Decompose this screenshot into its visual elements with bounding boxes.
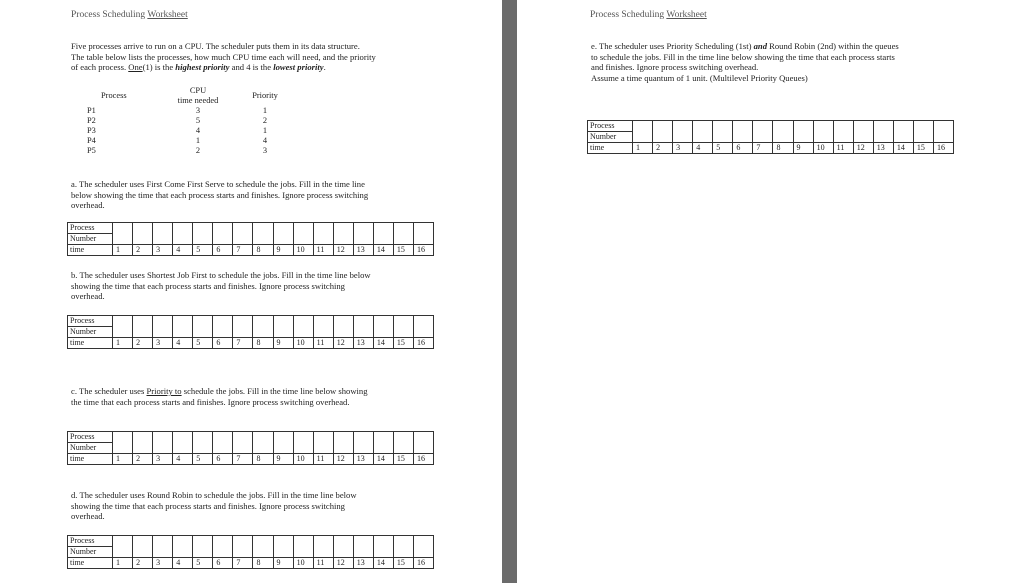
header-text: Process Scheduling xyxy=(71,10,148,20)
lowest-priority-text: lowest priority xyxy=(273,62,324,72)
timeline-slot[interactable] xyxy=(713,121,733,143)
time-cell: 16 xyxy=(933,143,953,154)
priority-cell: 3 xyxy=(262,146,268,155)
time-cell: 1 xyxy=(633,143,653,154)
time-cell: 14 xyxy=(373,454,393,465)
timeline-slot[interactable] xyxy=(233,316,253,338)
intro-paragraph xyxy=(71,41,491,73)
time-cell: 14 xyxy=(373,338,393,349)
timeline-slot[interactable] xyxy=(273,432,293,454)
time-cell: 4 xyxy=(173,338,193,349)
time-cell: 10 xyxy=(293,454,313,465)
time-cell: 13 xyxy=(353,338,373,349)
timeline-slot[interactable] xyxy=(413,432,433,454)
timeline-b[interactable] xyxy=(67,315,434,349)
time-cell: 2 xyxy=(133,338,153,349)
timeline-slot[interactable] xyxy=(373,432,393,454)
timeline-slot[interactable] xyxy=(913,121,933,143)
time-label: time xyxy=(68,245,113,256)
timeline-slot[interactable] xyxy=(353,432,373,454)
timeline-slot[interactable] xyxy=(173,432,193,454)
question-a: a. The scheduler uses First Come First Serve to schedule the jobs. Fill in the time line below showing the time that each process starts and finishes. Ignore process switching overhead. xyxy=(71,179,369,210)
timeline-slot[interactable] xyxy=(253,316,273,338)
timeline-slot[interactable] xyxy=(213,432,233,454)
timeline-slot[interactable] xyxy=(393,432,413,454)
time-cell: 8 xyxy=(773,143,793,154)
timeline-slot[interactable] xyxy=(793,121,813,143)
time-cell: 11 xyxy=(833,143,853,154)
timeline-slot[interactable] xyxy=(253,536,273,558)
timeline-slot[interactable] xyxy=(153,223,173,245)
time-cell: 6 xyxy=(213,558,233,569)
timeline-process-row xyxy=(68,536,434,547)
time-cell: 9 xyxy=(273,338,293,349)
time-cell: 6 xyxy=(733,143,753,154)
time-cell: 3 xyxy=(153,454,173,465)
col-priority: Priority xyxy=(252,91,278,100)
question-c: c. The scheduler uses Priority to schedule the jobs. Fill in the time line below showing the time that each process starts and finishes. Ignore process switching overhead. xyxy=(71,386,368,407)
highest-priority-text: highest priority xyxy=(175,62,230,72)
timeline-slot[interactable] xyxy=(233,536,253,558)
timeline-slot[interactable] xyxy=(293,316,313,338)
timeline-process-row xyxy=(68,316,434,327)
time-label: time xyxy=(588,143,633,154)
priority-cell: 4 xyxy=(262,136,268,145)
time-cell: 8 xyxy=(253,338,273,349)
col-cpu: CPU time needed xyxy=(177,86,219,105)
time-cell: 12 xyxy=(853,143,873,154)
timeline-slot[interactable] xyxy=(773,121,793,143)
time-cell: 9 xyxy=(273,245,293,256)
time-cell: 11 xyxy=(313,245,333,256)
time-label: time xyxy=(68,558,113,569)
process-label: Process xyxy=(588,121,633,132)
timeline-slot[interactable] xyxy=(273,316,293,338)
and-text: and xyxy=(753,41,767,51)
timeline-process-row xyxy=(588,121,954,132)
question-d: d. The scheduler uses Round Robin to schedule the jobs. Fill in the time line below showing the time that each process starts and finishes. Ignore process switching overhead. xyxy=(71,490,357,521)
timeline-time-row xyxy=(68,245,434,256)
timeline-slot[interactable] xyxy=(213,536,233,558)
time-cell: 6 xyxy=(213,245,233,256)
time-cell: 15 xyxy=(913,143,933,154)
timeline-slot[interactable] xyxy=(413,223,433,245)
timeline-slot[interactable] xyxy=(333,316,353,338)
time-cell: 16 xyxy=(413,558,433,569)
timeline-slot[interactable] xyxy=(653,121,673,143)
timeline-slot[interactable] xyxy=(113,316,133,338)
time-cell: 15 xyxy=(393,454,413,465)
intro-line: Five processes arrive to run on a CPU. The scheduler puts them in its data structure. xyxy=(71,41,360,51)
time-cell: 10 xyxy=(293,338,313,349)
time-cell: 11 xyxy=(313,558,333,569)
timeline-slot[interactable] xyxy=(133,432,153,454)
time-cell: 10 xyxy=(813,143,833,154)
timeline-slot[interactable] xyxy=(333,223,353,245)
time-label: time xyxy=(68,338,113,349)
time-cell: 7 xyxy=(233,558,253,569)
time-cell: 12 xyxy=(333,558,353,569)
number-label: Number xyxy=(68,443,113,454)
col-process: Process xyxy=(101,91,127,100)
cpu-cell: 2 xyxy=(195,146,201,155)
process-cell: P5 xyxy=(87,146,96,155)
timeline-slot[interactable] xyxy=(693,121,713,143)
time-cell: 3 xyxy=(153,245,173,256)
timeline-slot[interactable] xyxy=(873,121,893,143)
timeline-slot[interactable] xyxy=(353,536,373,558)
time-cell: 16 xyxy=(413,454,433,465)
process-label: Process xyxy=(68,223,113,234)
time-cell: 4 xyxy=(173,558,193,569)
cpu-cell: 5 xyxy=(195,116,201,125)
time-cell: 12 xyxy=(333,454,353,465)
time-cell: 3 xyxy=(673,143,693,154)
timeline-slot[interactable] xyxy=(213,223,233,245)
time-cell: 11 xyxy=(313,454,333,465)
time-cell: 2 xyxy=(653,143,673,154)
number-label: Number xyxy=(68,234,113,245)
timeline-slot[interactable] xyxy=(393,316,413,338)
page-header xyxy=(71,10,188,20)
timeline-slot[interactable] xyxy=(133,223,153,245)
timeline-slot[interactable] xyxy=(413,316,433,338)
time-cell: 8 xyxy=(253,454,273,465)
timeline-slot[interactable] xyxy=(153,316,173,338)
time-cell: 10 xyxy=(293,558,313,569)
number-label: Number xyxy=(68,547,113,558)
time-cell: 1 xyxy=(113,558,133,569)
timeline-time-row xyxy=(588,143,954,154)
table-row xyxy=(87,106,291,116)
timeline-slot[interactable] xyxy=(193,536,213,558)
timeline-slot[interactable] xyxy=(113,223,133,245)
time-cell: 12 xyxy=(333,338,353,349)
timeline-slot[interactable] xyxy=(333,536,353,558)
page-header xyxy=(590,10,707,20)
time-cell: 2 xyxy=(133,245,153,256)
process-table xyxy=(87,86,291,156)
intro-line: The table below lists the processes, how much CPU time each will need, and the priority xyxy=(71,51,376,62)
time-cell: 1 xyxy=(113,454,133,465)
process-cell: P3 xyxy=(87,126,96,135)
timeline-e[interactable] xyxy=(587,120,954,154)
table-row xyxy=(87,126,291,136)
timeline-slot[interactable] xyxy=(213,316,233,338)
timeline-slot[interactable] xyxy=(413,536,433,558)
time-label: time xyxy=(68,454,113,465)
time-cell: 4 xyxy=(693,143,713,154)
time-cell: 16 xyxy=(413,245,433,256)
time-cell: 10 xyxy=(293,245,313,256)
time-cell: 16 xyxy=(413,338,433,349)
timeline-slot[interactable] xyxy=(233,432,253,454)
timeline-slot[interactable] xyxy=(133,316,153,338)
timeline-slot[interactable] xyxy=(313,536,333,558)
timeline-slot[interactable] xyxy=(313,432,333,454)
time-cell: 2 xyxy=(133,558,153,569)
time-cell: 13 xyxy=(873,143,893,154)
time-cell: 5 xyxy=(193,338,213,349)
timeline-slot[interactable] xyxy=(173,536,193,558)
time-cell: 15 xyxy=(393,338,413,349)
table-row xyxy=(87,136,291,146)
time-cell: 4 xyxy=(173,454,193,465)
timeline-c[interactable] xyxy=(67,431,434,465)
priority-cell: 1 xyxy=(262,106,268,115)
process-cell: P2 xyxy=(87,116,96,125)
worksheet-page-left xyxy=(0,0,502,583)
timeline-slot[interactable] xyxy=(393,536,413,558)
timeline-slot[interactable] xyxy=(133,536,153,558)
time-cell: 5 xyxy=(193,454,213,465)
cpu-cell: 1 xyxy=(195,136,201,145)
process-label: Process xyxy=(68,316,113,327)
timeline-a[interactable] xyxy=(67,222,434,256)
table-row xyxy=(87,146,291,156)
header-link[interactable]: Worksheet xyxy=(666,10,707,20)
time-cell: 7 xyxy=(233,338,253,349)
timeline-slot[interactable] xyxy=(313,316,333,338)
timeline-slot[interactable] xyxy=(633,121,653,143)
process-cell: P4 xyxy=(87,136,96,145)
cpu-cell: 3 xyxy=(195,106,201,115)
timeline-slot[interactable] xyxy=(233,223,253,245)
timeline-slot[interactable] xyxy=(673,121,693,143)
timeline-time-row xyxy=(68,454,434,465)
time-cell: 6 xyxy=(213,454,233,465)
timeline-slot[interactable] xyxy=(893,121,913,143)
time-cell: 5 xyxy=(713,143,733,154)
worksheet-page-right xyxy=(517,0,1024,583)
table-row xyxy=(87,116,291,126)
timeline-process-row xyxy=(68,432,434,443)
question-e: e. The scheduler uses Priority Scheduling (1st) and Round Robin (2nd) within the queues to schedule the jobs. Fill in the time line below showing the time that each process starts and finishes. Ignore process switching overhead. Assume a time quantum of 1 unit. (Multilevel Priority Queues) xyxy=(591,41,899,83)
timeline-slot[interactable] xyxy=(373,536,393,558)
header-text: Process Scheduling xyxy=(590,10,667,20)
time-cell: 15 xyxy=(393,245,413,256)
timeline-slot[interactable] xyxy=(353,223,373,245)
time-cell: 13 xyxy=(353,454,373,465)
header-link[interactable]: Worksheet xyxy=(147,10,188,20)
time-cell: 14 xyxy=(893,143,913,154)
time-cell: 14 xyxy=(373,558,393,569)
time-cell: 4 xyxy=(173,245,193,256)
time-cell: 3 xyxy=(153,558,173,569)
process-label: Process xyxy=(68,536,113,547)
time-cell: 5 xyxy=(193,558,213,569)
time-cell: 1 xyxy=(113,338,133,349)
timeline-process-row xyxy=(68,223,434,234)
timeline-slot[interactable] xyxy=(273,536,293,558)
timeline-slot[interactable] xyxy=(853,121,873,143)
timeline-slot[interactable] xyxy=(113,432,133,454)
time-cell: 5 xyxy=(193,245,213,256)
priority-link[interactable]: Priority to xyxy=(146,386,182,396)
time-cell: 12 xyxy=(333,245,353,256)
time-cell: 8 xyxy=(253,245,273,256)
timeline-slot[interactable] xyxy=(193,223,213,245)
timeline-slot[interactable] xyxy=(833,121,853,143)
process-cell: P1 xyxy=(87,106,96,115)
timeline-slot[interactable] xyxy=(373,223,393,245)
timeline-time-row xyxy=(68,338,434,349)
timeline-slot[interactable] xyxy=(253,432,273,454)
time-cell: 9 xyxy=(273,454,293,465)
time-cell: 14 xyxy=(373,245,393,256)
time-cell: 13 xyxy=(353,558,373,569)
number-label: Number xyxy=(68,327,113,338)
timeline-time-row xyxy=(68,558,434,569)
timeline-slot[interactable] xyxy=(173,223,193,245)
timeline-slot[interactable] xyxy=(153,432,173,454)
timeline-slot[interactable] xyxy=(933,121,953,143)
timeline-slot[interactable] xyxy=(813,121,833,143)
time-cell: 9 xyxy=(273,558,293,569)
timeline-slot[interactable] xyxy=(353,316,373,338)
timeline-slot[interactable] xyxy=(193,316,213,338)
timeline-slot[interactable] xyxy=(333,432,353,454)
timeline-slot[interactable] xyxy=(153,536,173,558)
timeline-slot[interactable] xyxy=(293,432,313,454)
timeline-slot[interactable] xyxy=(733,121,753,143)
time-cell: 9 xyxy=(793,143,813,154)
timeline-d[interactable] xyxy=(67,535,434,569)
time-cell: 11 xyxy=(313,338,333,349)
time-cell: 7 xyxy=(233,454,253,465)
one-link[interactable]: One xyxy=(128,62,143,72)
cpu-cell: 4 xyxy=(195,126,201,135)
time-cell: 2 xyxy=(133,454,153,465)
timeline-slot[interactable] xyxy=(173,316,193,338)
timeline-slot[interactable] xyxy=(313,223,333,245)
timeline-slot[interactable] xyxy=(193,432,213,454)
time-cell: 7 xyxy=(233,245,253,256)
timeline-slot[interactable] xyxy=(253,223,273,245)
time-cell: 3 xyxy=(153,338,173,349)
time-cell: 1 xyxy=(113,245,133,256)
priority-cell: 2 xyxy=(262,116,268,125)
question-b: b. The scheduler uses Shortest Job First to schedule the jobs. Fill in the time line below showing the time that each process starts and finishes. Ignore process switching overhead. xyxy=(71,270,371,301)
timeline-slot[interactable] xyxy=(293,223,313,245)
time-cell: 15 xyxy=(393,558,413,569)
time-cell: 8 xyxy=(253,558,273,569)
time-cell: 7 xyxy=(753,143,773,154)
time-cell: 13 xyxy=(353,245,373,256)
timeline-slot[interactable] xyxy=(273,223,293,245)
process-label: Process xyxy=(68,432,113,443)
timeline-slot[interactable] xyxy=(113,536,133,558)
number-label: Number xyxy=(588,132,633,143)
timeline-slot[interactable] xyxy=(293,536,313,558)
timeline-slot[interactable] xyxy=(753,121,773,143)
time-cell: 6 xyxy=(213,338,233,349)
timeline-slot[interactable] xyxy=(373,316,393,338)
timeline-slot[interactable] xyxy=(393,223,413,245)
priority-cell: 1 xyxy=(262,126,268,135)
intro-line: of each process. One(1) is the highest priority and 4 is the lowest priority. xyxy=(71,62,326,72)
